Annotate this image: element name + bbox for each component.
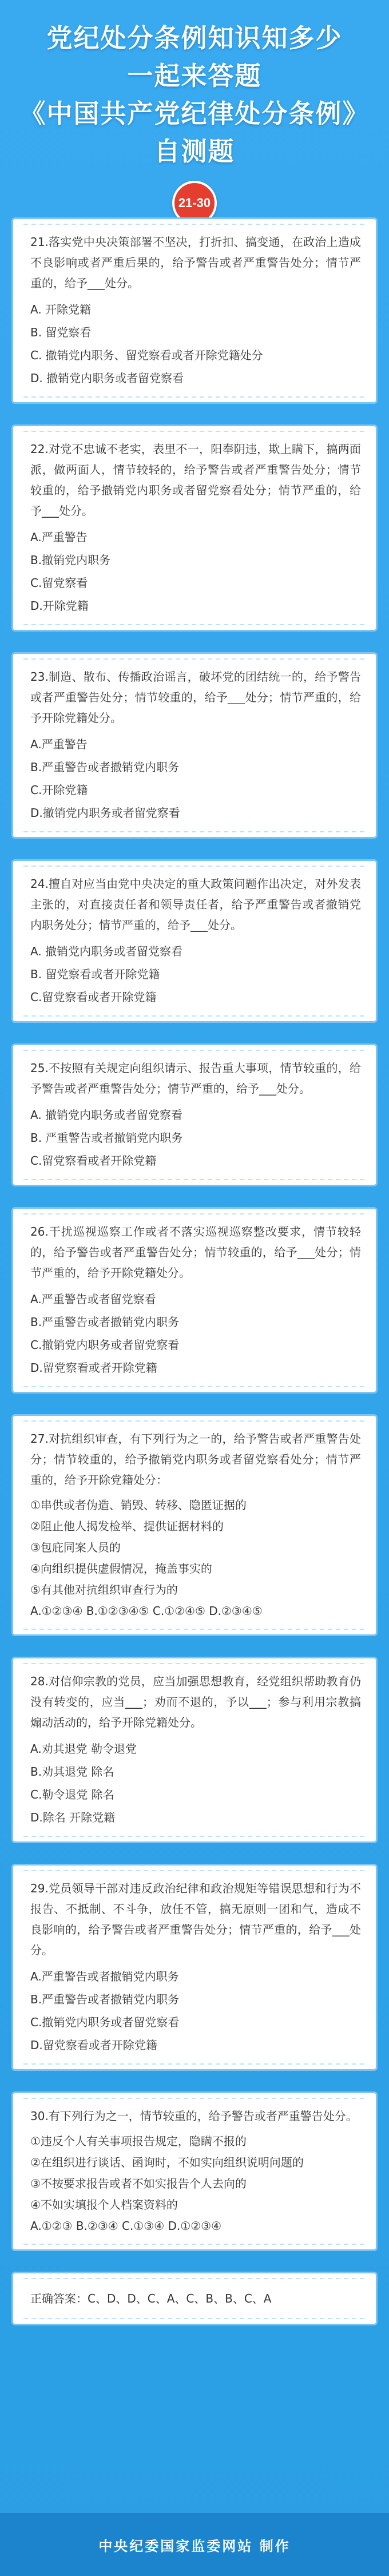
answer-option[interactable]: ①违反个人有关事项报告规定，隐瞒不报的 (30, 2134, 247, 2148)
option-list (30, 2131, 361, 2237)
title-line-1: 党纪处分条例知识知多少 (46, 23, 343, 53)
answer-option[interactable]: D.除名 开除党籍 (30, 1811, 116, 1824)
answer-option[interactable]: B.严重警告或者撤销党内职务 (30, 760, 180, 774)
answer-option[interactable]: D.留党察看或者开除党籍 (30, 1361, 157, 1375)
answer-option[interactable]: A.①②③ B.②③④ C.①③④ D.①②③④ (30, 2219, 222, 2233)
answer-option[interactable]: A.严重警告或者留党察看 (30, 1292, 156, 1306)
answer-option[interactable]: C.勒令退党 除名 (30, 1788, 114, 1801)
answer-option[interactable]: A.严重警告或者撤销党内职务 (30, 1970, 179, 1983)
footer-credit: 中央纪委国家监委网站 制作 (0, 2513, 389, 2576)
answer-option[interactable]: ①串供或者伪造、销毁、转移、隐匿证据的 (30, 1498, 247, 1512)
option-list (30, 733, 361, 824)
question-stem: 30.有下列行为之一，情节较重的，给予警告或者严重警告处分。 (30, 2109, 358, 2123)
question-card (11, 1414, 378, 1636)
option-list (30, 1737, 361, 1829)
option-list (30, 1288, 361, 1379)
answer-option[interactable]: ⑤有其他对抗组织审查行为的 (30, 1583, 178, 1597)
option-list (30, 1965, 361, 2057)
answer-option[interactable]: A.严重警告 (30, 737, 88, 751)
answer-option[interactable]: ③包庇同案人员的 (30, 1541, 121, 1554)
question-stem: 27.对抗组织审查，有下列行为之一的，给予警告或者严重警告处分；情节较重的，给予撤销党内职务或者留党察看处分；情节严重的，给予开除党籍处分： (30, 1432, 361, 1487)
answer-option[interactable]: ④向组织提供虚假情况，掩盖事实的 (30, 1562, 212, 1575)
answer-option[interactable]: ②在组织进行谈话、函询时，不如实向组织说明问题的 (30, 2156, 304, 2169)
answer-option[interactable]: B.劝其退党 除名 (30, 1765, 114, 1779)
option-list (30, 1104, 361, 1172)
option-list (30, 526, 361, 617)
answer-option[interactable]: A. 撤销党内职务或者留党察看 (30, 944, 183, 958)
question-card (11, 217, 378, 404)
option-list (30, 1495, 361, 1622)
question-card (11, 1207, 378, 1394)
answer-option[interactable]: A.劝其退党 勒令退党 (30, 1742, 137, 1756)
answer-option[interactable]: B.严重警告或者撤销党内职务 (30, 1992, 180, 2006)
question-card (11, 2091, 378, 2251)
answer-option[interactable]: C.撤销党内职务或者留党察看 (30, 2015, 180, 2029)
answer-card (11, 2272, 378, 2325)
answer-option[interactable]: B. 严重警告或者撤销党内职务 (30, 1131, 183, 1145)
question-stem: 23.制造、散布、传播政治谣言，破坏党的团结统一的，给予警告或者严重警告处分；情节较重的，给予___处分；情节严重的，给予开除党籍处分。 (30, 670, 361, 725)
answer-option[interactable]: ②阻止他人揭发检举、提供证据材料的 (30, 1519, 224, 1533)
question-card (11, 1043, 378, 1186)
title-line-2: 一起来答题 (127, 61, 262, 91)
option-list (30, 298, 361, 390)
answer-option[interactable]: ④不如实填报个人档案资料的 (30, 2198, 178, 2212)
question-card (11, 424, 378, 632)
answer-option[interactable]: D.留党察看或者开除党籍 (30, 2038, 157, 2052)
question-stem: 22.对党不忠诚不老实，表里不一，阳奉阴违，欺上瞒下，搞两面派，做两面人，情节较轻的，给予警告或者严重警告处分；情节较重的，给予撤销党内职务或者留党察看处分；情节严重的，给予___处分。 (30, 442, 361, 518)
answer-option[interactable]: C.留党察看或者开除党籍 (30, 1154, 157, 1168)
answer-option[interactable]: D.开除党籍 (30, 599, 89, 613)
question-list (0, 217, 389, 2325)
answer-option[interactable]: D.撤销党内职务或者留党察看 (30, 806, 180, 820)
answer-option[interactable]: B. 留党察看或者开除党籍 (30, 967, 160, 981)
answer-option[interactable]: C.留党察看 (30, 576, 88, 590)
answer-option[interactable]: C.撤销党内职务或者留党察看 (30, 1338, 180, 1352)
question-card (11, 1657, 378, 1843)
question-stem: 21.落实党中央决策部署不坚决，打折扣、搞变通，在政治上造成不良影响或者严重后果的，给予警告或者严重警告处分；情节严重的，给予___处分。 (30, 235, 361, 290)
answer-option[interactable]: B.严重警告或者撤销党内职务 (30, 1315, 180, 1329)
answer-option[interactable]: C.开除党籍 (30, 783, 88, 797)
title-line-3: 《中国共产党纪律处分条例》 (19, 98, 370, 129)
question-card (11, 652, 378, 839)
answer-option[interactable]: ③不按要求报告或者不如实报告个人去向的 (30, 2177, 247, 2190)
question-card (11, 1864, 378, 2071)
answer-option[interactable]: A. 开除党籍 (30, 303, 92, 316)
option-list (30, 940, 361, 1009)
answer-key: 正确答案：C、D、D、C、A、C、B、B、C、A (30, 2292, 272, 2305)
header (0, 0, 389, 217)
answer-option[interactable]: B.撤销党内职务 (30, 553, 111, 567)
answer-option[interactable]: C.留党察看或者开除党籍 (30, 990, 157, 1004)
answer-option[interactable]: D. 撤销党内职务或者留党察看 (30, 371, 184, 385)
question-stem: 26.干扰巡视巡察工作或者不落实巡视巡察整改要求，情节较轻的，给予警告或者严重警告处分；情节较重的，给予___处分；情节严重的，给予开除党籍处分。 (30, 1225, 361, 1280)
question-stem: 29.党员领导干部对违反政治纪律和政治规矩等错误思想和行为不报告、不抵制、不斗争，放任不管，搞无原则一团和气，造成不良影响的，给予警告或者严重警告处分；情节严重的，给予___处分。 (30, 1882, 361, 1957)
title-line-4: 自测题 (154, 136, 235, 166)
range-badge: 21-30 (172, 181, 217, 225)
answer-option[interactable]: A.严重警告 (30, 530, 88, 544)
answer-option[interactable]: C. 撤销党内职务、留党察看或者开除党籍处分 (30, 348, 263, 362)
question-stem: 28.对信仰宗教的党员，应当加强思想教育，经党组织帮助教育仍没有转变的，应当___；劝而不退的，予以___；参与利用宗教搞煽动活动的，给予开除党籍处分。 (30, 1674, 361, 1729)
question-card (11, 859, 378, 1023)
answer-option[interactable]: A.①②③④ B.①②③④⑤ C.①②④⑤ D.②③④⑤ (30, 1604, 263, 1618)
answer-option[interactable]: B. 留党察看 (30, 326, 92, 339)
question-stem: 25.不按照有关规定向组织请示、报告重大事项，情节较重的，给予警告或者严重警告处分；情节严重的，给予___处分。 (30, 1061, 361, 1096)
answer-option[interactable]: A. 撤销党内职务或者留党察看 (30, 1108, 183, 1122)
question-stem: 24.擅自对应当由党中央决定的重大政策问题作出决定，对外发表主张的，对直接责任者和领导责任者，给予严重警告或者撤销党内职务处分；情节严重的，给予___处分。 (30, 877, 361, 932)
